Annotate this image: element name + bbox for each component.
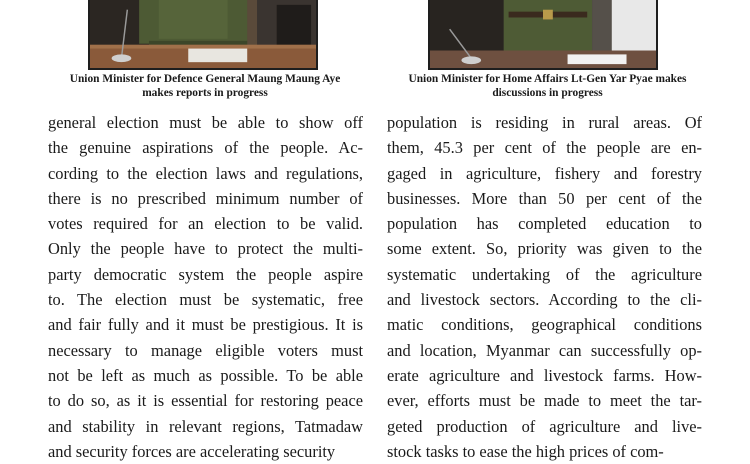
article-text-line: cording to the election laws and regulations, — [48, 163, 363, 183]
article-text-line: geted production of agriculture and live- — [387, 416, 702, 436]
article-text-line: and fair fully and it must be prestigious. It is — [48, 315, 363, 335]
photo-caption-right — [375, 72, 720, 100]
photo-defence-minister-image — [90, 0, 316, 68]
article-column-right — [387, 110, 702, 464]
article-text-line: systematic undertaking of the agriculture — [387, 264, 702, 284]
caption-right-line1: Union Minister for Home Affairs Lt-Gen Yar Pyae makes — [408, 73, 687, 85]
article-text-line: general election must be able to show off — [48, 113, 363, 132]
article-text-line: them, 45.3 per cent of the people are en- — [387, 138, 702, 158]
article-text-line: Only the people have to protect the multi- — [48, 239, 363, 259]
photo-defence-minister — [88, 0, 318, 70]
article-text-line: matic conditions, geographical conditions — [387, 315, 702, 335]
article-text-line: population is residing in rural areas. Of — [387, 113, 702, 132]
article-text-line: and security forces are accelerating security — [48, 441, 336, 461]
caption-left-line1: Union Minister for Defence General Maung Maung Aye — [69, 73, 341, 85]
article-text-line: votes required for an election to be valid. — [48, 214, 363, 234]
article-text-line: the genuine aspirations of the people. Ac- — [48, 138, 363, 158]
article-text-line: stock tasks to ease the high prices of com- — [387, 441, 664, 461]
article-text-line: some extent. So, priority was given to the — [387, 239, 702, 259]
article-text-line: ever, efforts must be made to meet the tar- — [387, 391, 702, 411]
article-text-line: and stability in relevant regions, Tatmadaw — [48, 416, 363, 436]
article-text-line: there is no prescribed minimum number of — [48, 188, 363, 208]
caption-left-line2: makes reports in progress — [142, 87, 268, 99]
article-text-line: erate agriculture and livestock farms. How- — [387, 365, 702, 385]
caption-right-line2: discussions in progress — [492, 87, 603, 99]
article-column-left — [48, 110, 363, 464]
article-text-line: to. The election must be systematic, free — [48, 290, 363, 310]
article-text-line: necessary to manage eligible voters must — [48, 340, 363, 360]
article-text-line: population has completed education to — [387, 214, 702, 234]
article-text-line: to do so, as it is essential for restoring peace — [48, 391, 363, 411]
photo-home-affairs-minister — [428, 0, 658, 70]
article-text-line: not be left as much as possible. To be able — [48, 365, 363, 385]
article-text-line: gaged in agriculture, fishery and forestry — [387, 163, 702, 183]
article-text-line: and livestock sectors. According to the cli- — [387, 290, 702, 310]
article-text-line: and location, Myanmar can successfully op- — [387, 340, 702, 360]
photo-caption-left — [40, 72, 370, 100]
photo-home-affairs-minister-image — [430, 0, 656, 68]
article-text-line: businesses. More than 50 per cent of the — [387, 188, 702, 208]
article-text-line: party democratic system the people aspire — [48, 264, 363, 284]
